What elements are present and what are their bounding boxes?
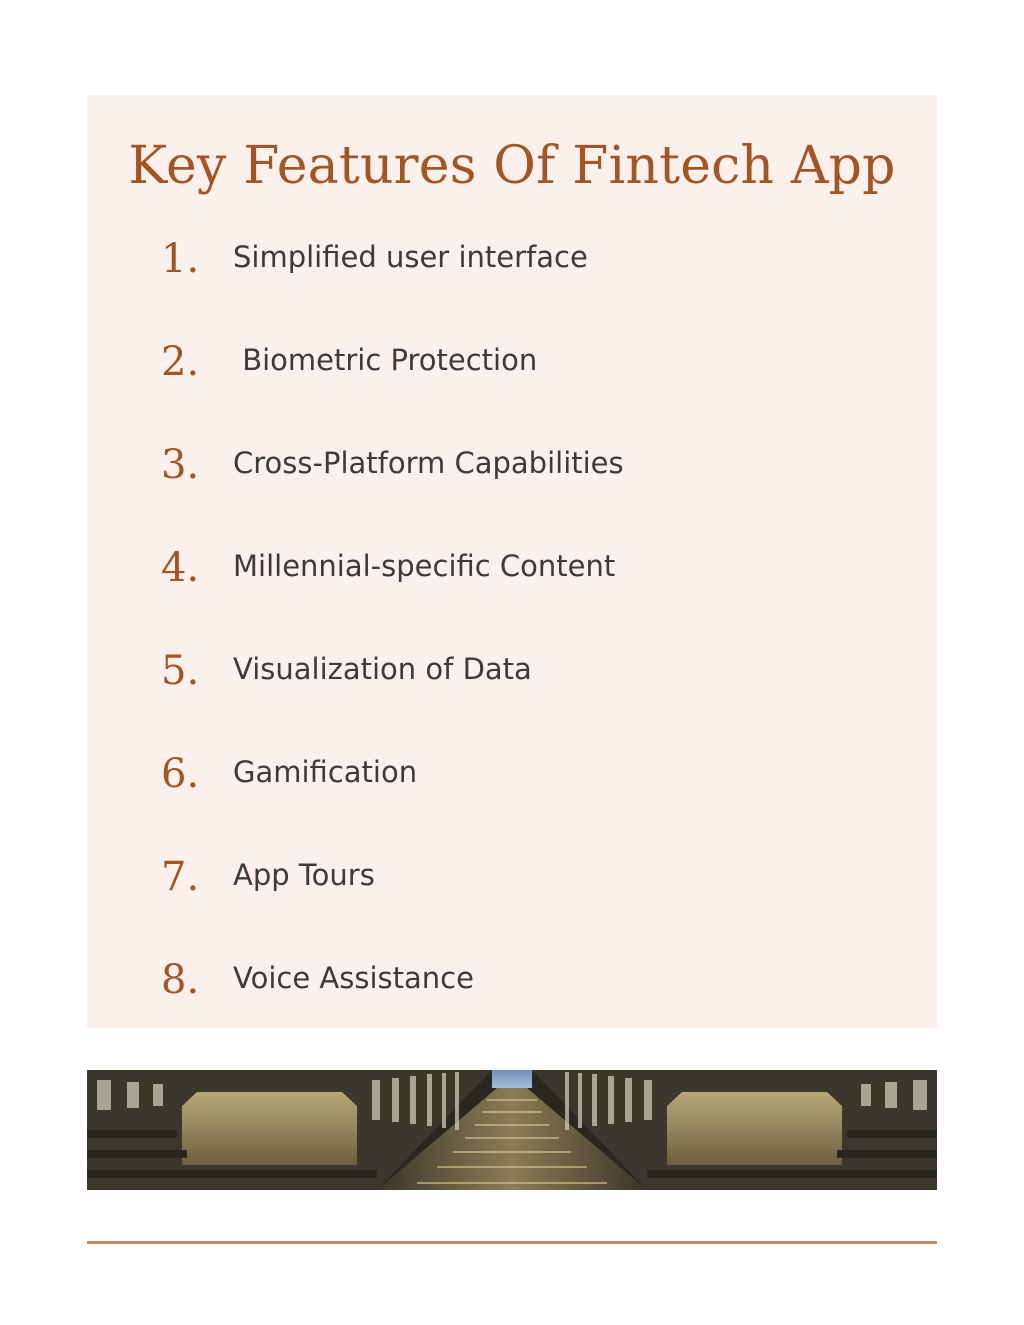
building-photo (87, 1070, 937, 1190)
item-label: App Tours (233, 858, 375, 892)
item-number: 7. (161, 854, 200, 900)
item-number: 8. (161, 957, 200, 1003)
building-perspective-icon (87, 1070, 937, 1190)
item-label: Voice Assistance (233, 961, 474, 995)
item-number: 4. (161, 545, 200, 591)
item-number: 3. (161, 442, 200, 488)
item-label: Millennial-specific Content (233, 549, 616, 583)
footer-divider (87, 1241, 937, 1244)
item-number: 6. (161, 751, 200, 797)
item-label: Gamification (233, 755, 418, 789)
item-label: Visualization of Data (233, 652, 532, 686)
item-label: Simplified user interface (233, 240, 588, 274)
item-number: 2. (161, 339, 200, 385)
item-label: Cross-Platform Capabilities (233, 446, 624, 480)
item-number: 1. (161, 236, 200, 282)
page-title: Key Features Of Fintech App (128, 136, 896, 196)
item-label: Biometric Protection (233, 343, 538, 377)
item-number: 5. (161, 648, 200, 694)
